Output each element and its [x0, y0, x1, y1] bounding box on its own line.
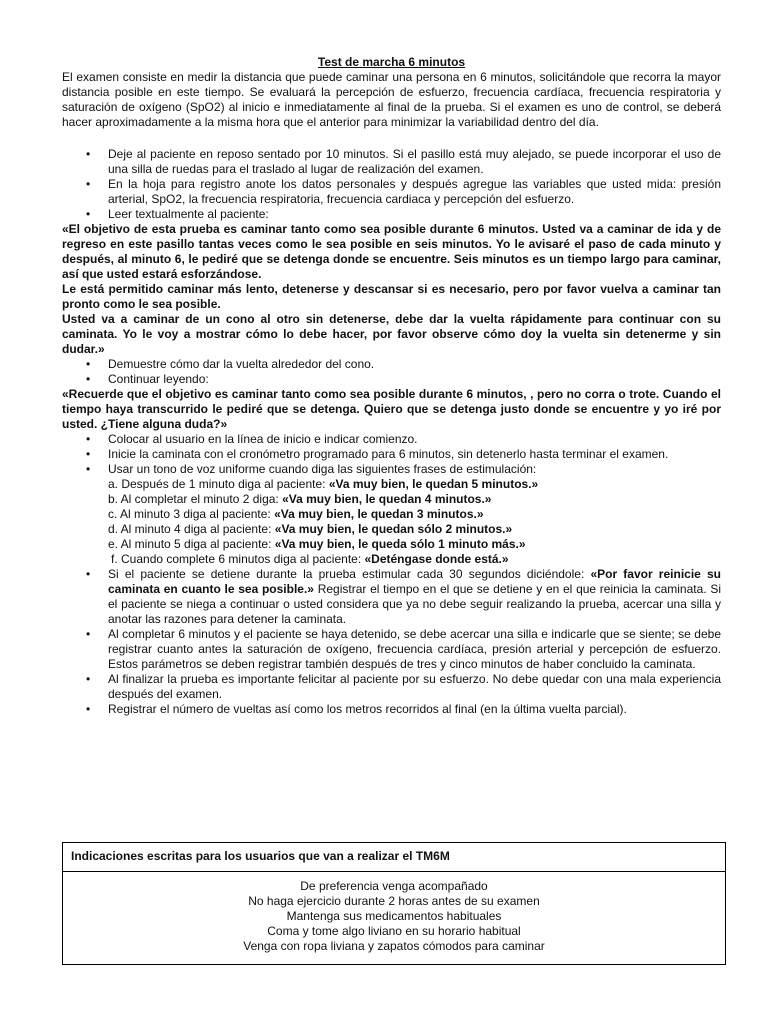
phrase-line	[108, 477, 721, 492]
list-item: • Leer textualmente al paciente:	[62, 207, 721, 222]
list-item-text: Usar un tono de voz uniforme cuando diga las siguientes frases de estimulación:	[108, 462, 537, 476]
list-item: • Al finalizar la prueba es importante felicitar al paciente por su esfuerzo. No debe quedar con una mala experiencia después del examen.	[62, 672, 721, 702]
steps-list-1	[62, 147, 721, 222]
phrase-prefix: b. Al completar el minuto 2 diga:	[108, 492, 283, 506]
phrase-prefix: a. Después de 1 minuto diga al paciente:	[108, 477, 329, 491]
steps-list-3	[62, 432, 721, 717]
phrase-quote: «Va muy bien, le quedan 5 minutos.»	[328, 477, 539, 491]
phrase-line	[108, 522, 721, 537]
list-item: • Registrar el número de vueltas así como los metros recorridos al final (en la última vuelta parcial).	[62, 702, 721, 717]
list-item: • Continuar leyendo:	[62, 372, 721, 387]
phrase-line	[108, 537, 721, 552]
list-item: • Deje al paciente en reposo sentado por 10 minutos. Si el pasillo está muy alejado, se puede incorporar el uso de una silla de ruedas para el traslado al lugar de realización del examen.	[62, 147, 721, 177]
box-line: No haga ejercicio durante 2 horas antes de su examen	[248, 894, 540, 908]
phrase-line	[108, 552, 721, 567]
list-item: • Al completar 6 minutos y el paciente se haya detenido, se debe acercar una silla e indicarle que se siente; se debe registrar cuanto antes la saturación de oxígeno, frecuencia cardíaca, presión arterial y percepción de esfuerzo. Estos parámetros se deben registrar también después de tres y cinco minutos de haber concluido la caminata.	[62, 627, 721, 672]
list-item	[62, 462, 721, 567]
box-line: Mantenga sus medicamentos habituales	[286, 909, 502, 923]
instruction-quote: «Recuerde que el objetivo es caminar tanto como sea posible durante 6 minutos, , pero no corra o trote. Cuando el tiempo haya transcurrido le pediré que se detenga. Quiero que se detenga justo donde se encuentre y yo iré por usted. ¿Tiene alguna duda?»	[62, 387, 721, 431]
phrase-prefix: e. Al minuto 5 diga al paciente:	[108, 537, 275, 551]
box-line: De preferencia venga acompañado	[300, 879, 488, 893]
list-item: • Demuestre cómo dar la vuelta alrededor del cono.	[62, 357, 721, 372]
phrase-quote: «Va muy bien, le queda sólo 1 minuto más.»	[274, 537, 526, 551]
stop-quote: «Por favor reinicie su caminata en cuanto le sea posible.»	[108, 567, 721, 596]
phrase-quote: «Va muy bien, le quedan 4 minutos.»	[282, 492, 492, 506]
phrase-quote: «Va muy bien, le quedan sólo 2 minutos.»	[274, 522, 513, 536]
phrase-line	[108, 492, 721, 507]
list-item: • Colocar al usuario en la línea de inicio e indicar comienzo.	[62, 432, 721, 447]
list-item	[62, 567, 721, 627]
phrase-prefix: d. Al minuto 4 diga al paciente:	[108, 522, 275, 536]
box-line: Venga con ropa liviana y zapatos cómodos para caminar	[243, 939, 545, 953]
box-line: Coma y tome algo liviano en su horario habitual	[267, 924, 521, 938]
instruction-quote: «El objetivo de esta prueba es caminar tanto como sea posible durante 6 minutos. Usted va a caminar de ida y de regreso en este pasillo tantas veces como le sea posible en seis minutos. Yo le avisaré el paso de cada minuto y después, al minuto 6, le pediré que se detenga donde se encuentre. Seis minutos es un tiempo largo para caminar, así que usted estará esforzándose.	[62, 222, 721, 281]
phrase-quote: «Va muy bien, le quedan 3 minutos.»	[274, 507, 484, 521]
stop-text-post: Registrar el tiempo en el que se detiene y en el que reinicia la caminata. Si el paciente se niega a continuar o usted considera que ya no debe seguir realizando la prueba, acercar una silla y anotar las razones para detener la caminata.	[108, 582, 721, 626]
stop-text: Si el paciente se detiene durante la prueba estimular cada 30 segundos diciéndole:	[108, 567, 591, 581]
phrase-quote: «Deténgase donde está.»	[364, 552, 509, 566]
box-header: Indicaciones escritas para los usuarios que van a realizar el TM6M	[63, 843, 725, 872]
steps-list-2	[62, 357, 721, 387]
instruction-quote: Usted va a caminar de un cono al otro sin detenerse, debe dar la vuelta rápidamente para continuar con su caminata. Yo le voy a mostrar cómo lo debe hacer, por favor observe cómo doy la vuelta sin detenerme y sin dudar.»	[62, 312, 721, 356]
phrase-prefix: f. Cuando complete 6 minutos diga al paciente:	[111, 552, 365, 566]
user-instructions-box	[62, 842, 726, 965]
intro-paragraph: El examen consiste en medir la distancia que puede caminar una persona en 6 minutos, solicitándole que recorra la mayor distancia posible en este tiempo. Se evaluará la percepción de esfuerzo, frecuencia cardíaca, frecuencia respiratoria y saturación de oxígeno (SpO2) al inicio e inmediatamente al final de la prueba. Si el examen es uno de control, se deberá hacer aproximadamente a la misma hora que el anterior para minimizar la variabilidad dentro del día.	[62, 70, 721, 129]
instruction-quote: Le está permitido caminar más lento, detenerse y descansar si es necesario, pero por favor vuelva a caminar tan pronto como le sea posible.	[62, 282, 721, 311]
box-body	[63, 872, 725, 964]
document-title: Test de marcha 6 minutos	[317, 55, 466, 69]
list-item: • En la hoja para registro anote los datos personales y después agregue las variables que usted mida: presión arterial, SpO2, la frecuencia respiratoria, frecuencia cardiaca y percepción del esfuerzo.	[62, 177, 721, 207]
encouragement-phrases	[108, 477, 721, 567]
list-item: • Inicie la caminata con el cronómetro programado para 6 minutos, sin detenerlo hasta terminar el examen.	[62, 447, 721, 462]
document-page	[62, 55, 721, 717]
phrase-line	[108, 507, 721, 522]
phrase-prefix: c. Al minuto 3 diga al paciente:	[108, 507, 275, 521]
